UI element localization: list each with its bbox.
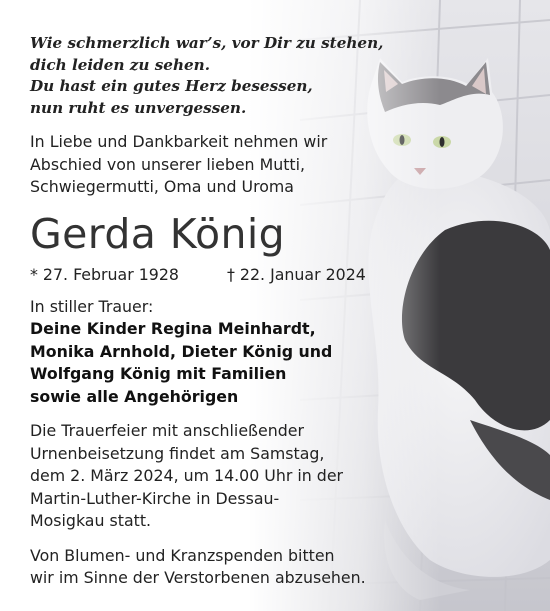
poem-line: Wie schmerzlich war’s, vor Dir zu stehen, (30, 34, 384, 52)
mourning-heading: In stiller Trauer: (30, 296, 154, 316)
ceremony-line: Martin-Luther-Kirche in Dessau- (30, 488, 280, 508)
mourner-line: sowie alle Angehörigen (30, 386, 239, 406)
mourner-line: Monika Arnhold, Dieter König und (30, 341, 333, 361)
death-date: † 22. Januar 2024 (227, 264, 366, 284)
mourner-line: Wolfgang König mit Familien (30, 364, 287, 383)
mourners-section (30, 296, 370, 409)
birth-date: * 27. Februar 1928 (30, 264, 179, 284)
ceremony-line: dem 2. März 2024, um 14.00 Uhr in der (30, 466, 344, 485)
deceased-name: Gerda König (30, 209, 286, 258)
poem-line: Du hast ein gutes Herz besessen, (30, 77, 313, 95)
ceremony-line: Urnenbeisetzung findet am Samstag, (30, 443, 325, 463)
ceremony-line: Die Trauerfeier mit anschließender (30, 421, 304, 440)
flower-request (30, 545, 370, 590)
ceremony-line: Mosigkau statt. (30, 511, 152, 530)
farewell-intro (30, 131, 370, 199)
request-line: wir im Sinne der Verstorbenen abzusehen. (30, 568, 366, 587)
poem-line: nun ruht es unvergessen. (30, 98, 247, 117)
memorial-poem (30, 33, 384, 119)
request-line: Von Blumen- und Kranzspenden bitten (30, 545, 335, 565)
poem-line: dich leiden zu sehen. (30, 55, 210, 74)
life-dates (30, 264, 370, 286)
intro-line: In Liebe und Dankbarkeit nehmen wir (30, 132, 328, 151)
funeral-details (30, 420, 370, 533)
mourner-line: Deine Kinder Regina Meinhardt, (30, 319, 316, 338)
intro-line: Abschied von unserer lieben Mutti, (30, 154, 306, 174)
intro-line: Schwiegermutti, Oma und Uroma (30, 177, 294, 196)
notice-text (30, 33, 384, 590)
